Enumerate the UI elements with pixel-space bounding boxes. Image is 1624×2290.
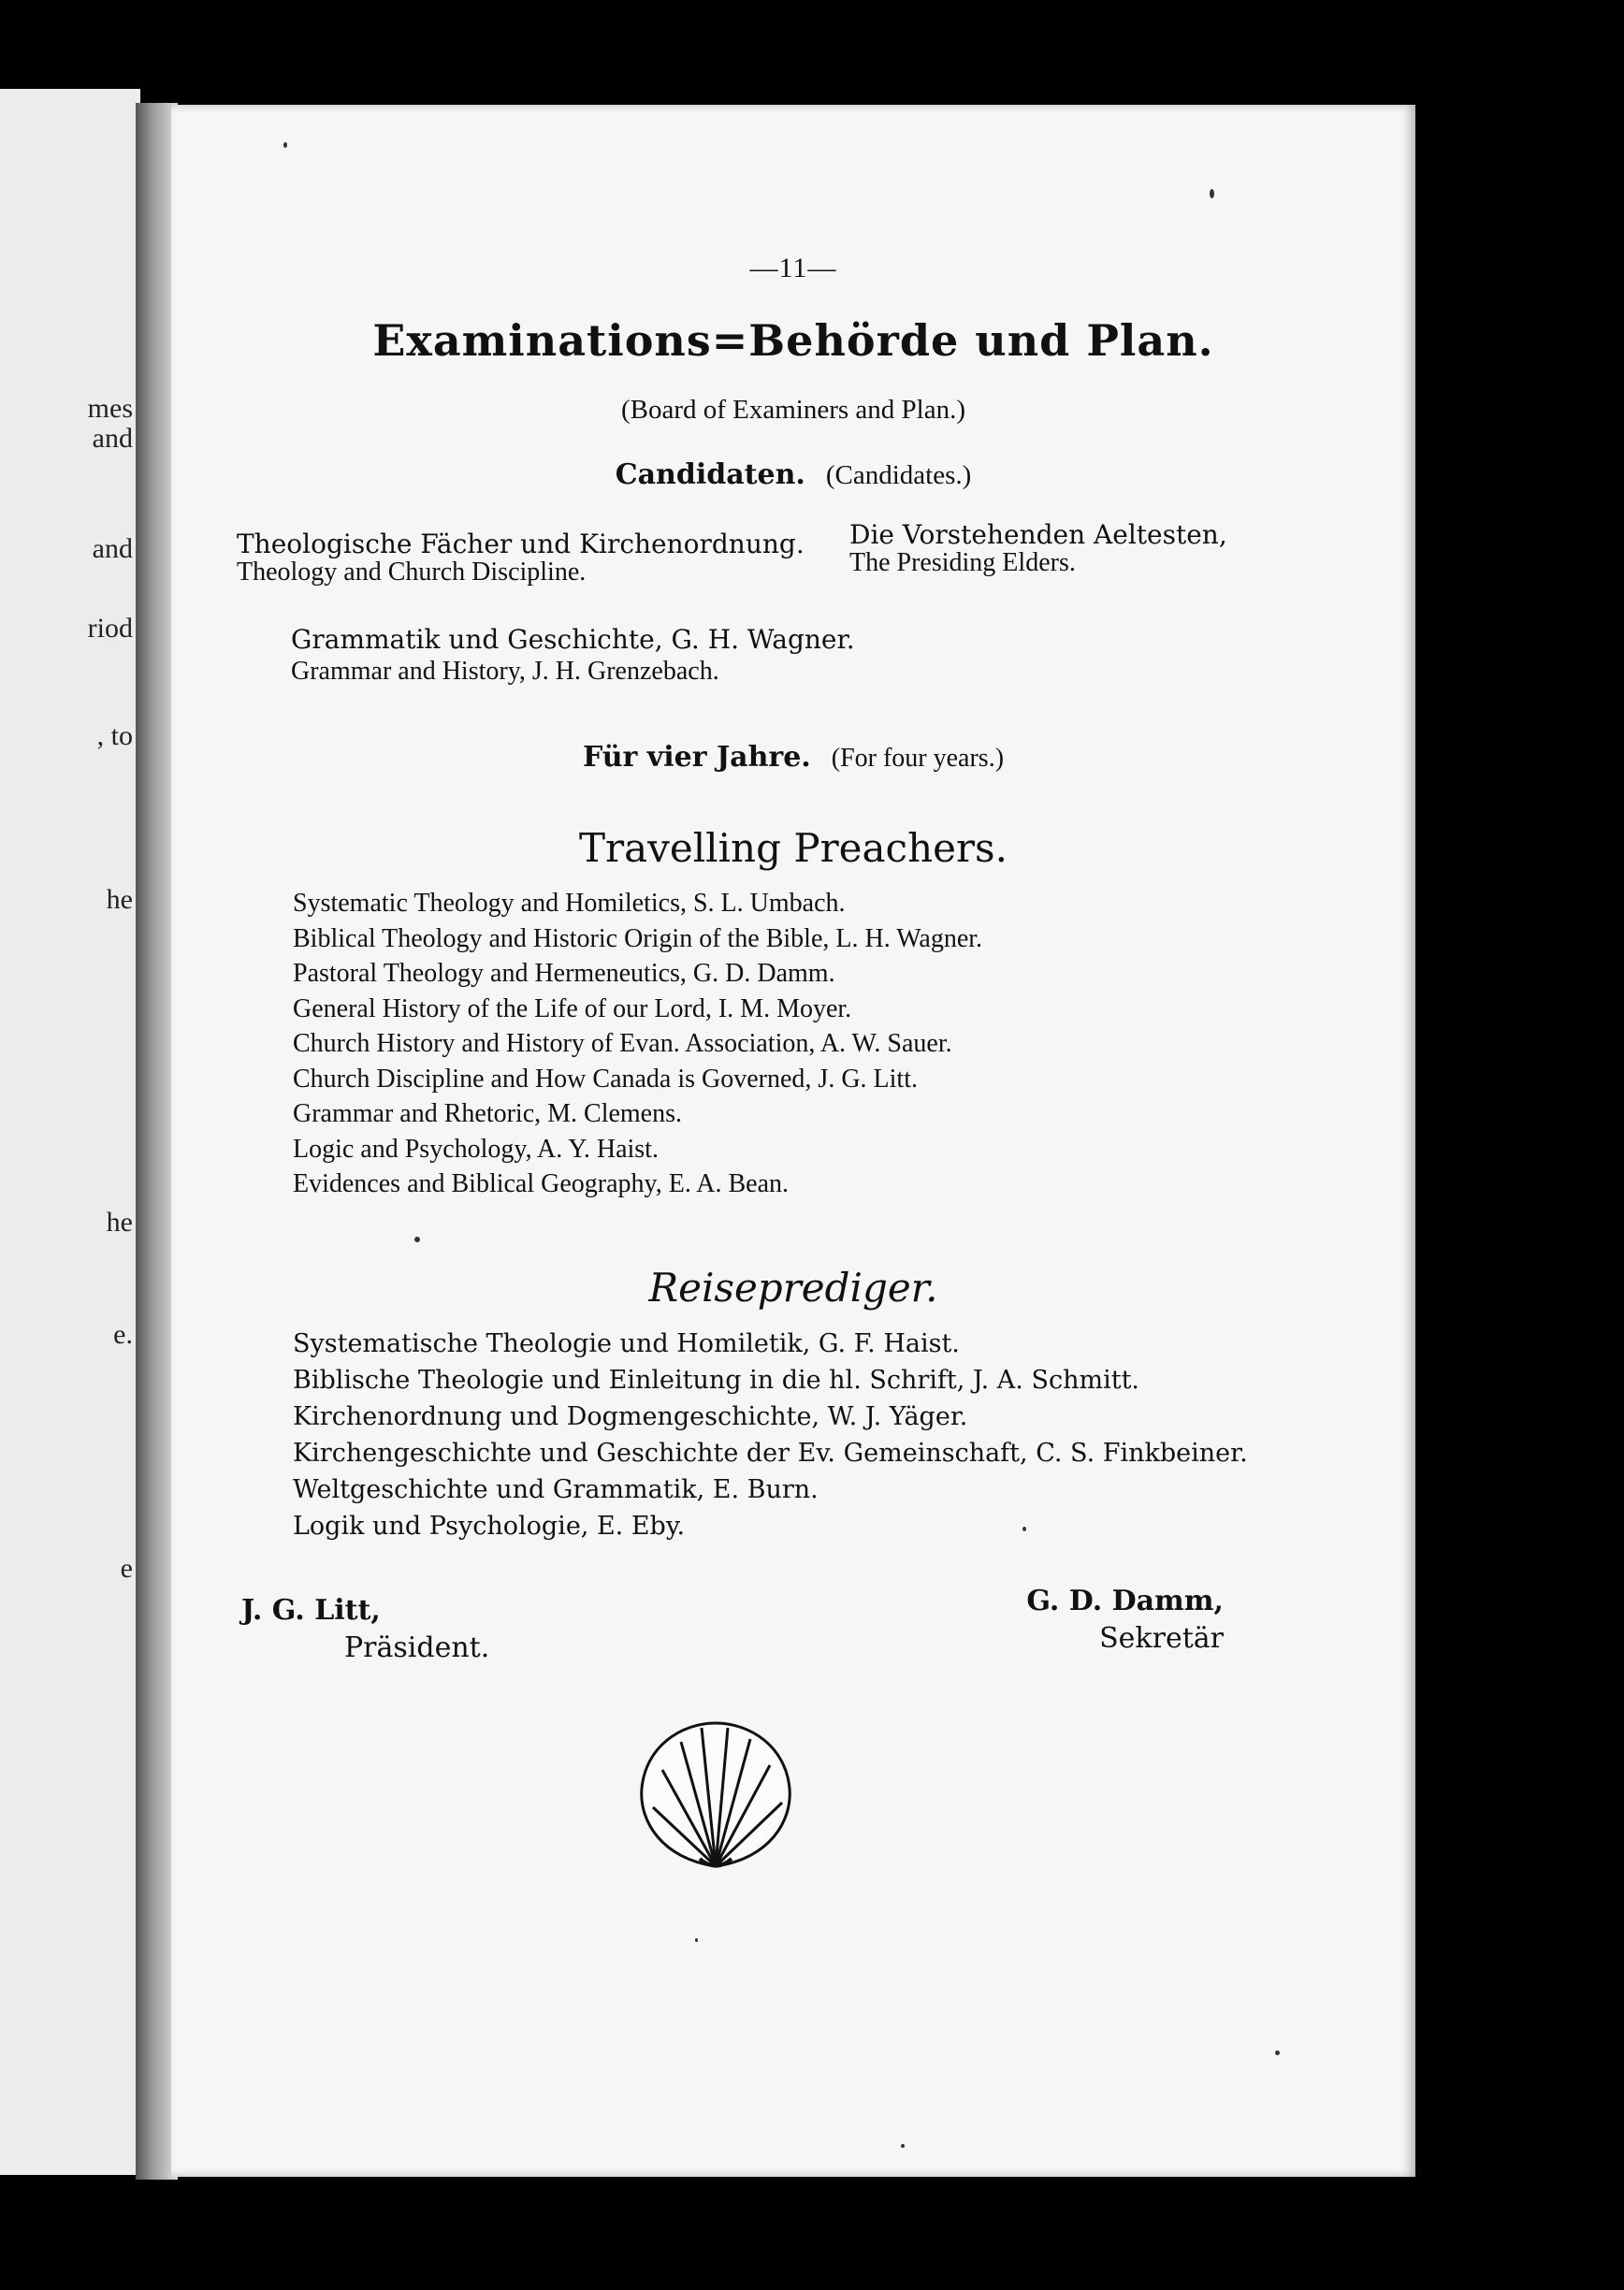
paper-speck xyxy=(283,142,287,148)
list-item: Biblical Theology and Historic Origin of the Bible, L. H. Wagner. xyxy=(293,923,983,953)
paper-speck xyxy=(1275,2051,1280,2055)
four-years-label-en: (For four years.) xyxy=(831,744,1005,773)
theology-line-de: Theologische Fächer und Kirchenordnung. xyxy=(237,529,805,559)
scallop-shell-icon xyxy=(634,1718,798,1873)
list-item: Logik und Psychologie, E. Eby. xyxy=(293,1512,686,1541)
left-page-fragment: mes xyxy=(87,393,133,424)
page-subtitle: (Board of Examiners and Plan.) xyxy=(620,395,966,425)
paper-speck xyxy=(1022,1527,1026,1531)
grammar-line-en: Grammar and History, J. H. Grenzebach. xyxy=(291,657,719,686)
four-years-label-de: Für vier Jahre. xyxy=(582,741,811,774)
list-item: Church History and History of Evan. Association, A. W. Sauer. xyxy=(293,1029,952,1058)
elders-line-de: Die Vorstehenden Aeltesten, xyxy=(849,519,1227,550)
left-page-fragment: e xyxy=(120,1553,133,1584)
list-item: Church Discipline and How Canada is Governed, J. G. Litt. xyxy=(293,1064,918,1094)
list-item: Systematische Theologie und Homiletik, G. F. Haist. xyxy=(293,1329,960,1358)
reiseprediger-heading: Reiseprediger. xyxy=(648,1265,938,1311)
four-years-heading xyxy=(171,741,1415,774)
list-item: Evidences and Biblical Geography, E. A. Bean. xyxy=(293,1169,790,1198)
travelling-preachers-list xyxy=(293,886,982,1202)
theology-column xyxy=(237,530,805,587)
candidates-label-de: Candidaten. xyxy=(615,458,805,491)
left-page-fragment: and xyxy=(92,533,133,564)
elders-column xyxy=(849,521,1227,577)
page-title: Examinations=Behörde und Plan. xyxy=(372,315,1214,366)
grammar-block xyxy=(291,624,855,688)
list-item: Grammar and Rhetoric, M. Clemens. xyxy=(293,1099,683,1128)
list-item: Weltgeschichte und Grammatik, E. Burn. xyxy=(293,1475,819,1504)
paper-speck xyxy=(901,2144,905,2148)
secretary-role: Sekretär xyxy=(1099,1622,1224,1655)
list-item: Biblische Theologie und Einleitung in die hl. Schrift, J. A. Schmitt. xyxy=(293,1366,1140,1395)
list-item: Kirchenordnung und Dogmengeschichte, W. J. Yäger. xyxy=(293,1402,968,1431)
list-item: General History of the Life of our Lord, I. M. Moyer. xyxy=(293,993,852,1023)
president-signature xyxy=(241,1592,489,1667)
list-item: Pastoral Theology and Hermeneutics, G. D. Damm. xyxy=(293,959,835,988)
left-page-fragment: riod xyxy=(87,613,133,644)
list-item: Systematic Theology and Homiletics, S. L. Umbach. xyxy=(293,889,846,918)
theology-line-en: Theology and Church Discipline. xyxy=(237,558,587,587)
document-page xyxy=(171,105,1415,2177)
president-role: Präsident. xyxy=(344,1631,490,1664)
paper-speck xyxy=(1210,189,1214,198)
left-page-fragment: , to xyxy=(96,720,133,751)
page-number: —11— xyxy=(749,253,837,283)
president-name: J. G. Litt, xyxy=(241,1594,381,1627)
list-item: Kirchengeschichte und Geschichte der Ev. Gemeinschaft, C. S. Finkbeiner. xyxy=(293,1439,1248,1468)
secretary-name: G. D. Damm, xyxy=(1026,1585,1224,1617)
left-page-fragment: and xyxy=(92,423,133,454)
left-page-fragment: e. xyxy=(113,1319,133,1350)
reiseprediger-list xyxy=(293,1326,1248,1544)
grammar-line-de: Grammatik und Geschichte, G. H. Wagner. xyxy=(291,624,855,655)
left-page-fragment: he xyxy=(106,884,133,915)
candidates-heading xyxy=(171,458,1415,491)
paper-speck xyxy=(695,1938,698,1942)
left-page-fragment: he xyxy=(106,1207,133,1238)
travelling-preachers-heading: Travelling Preachers. xyxy=(579,825,1008,871)
paper-speck xyxy=(414,1237,420,1242)
candidates-label-en: (Candidates.) xyxy=(825,460,972,490)
elders-line-en: The Presiding Elders. xyxy=(849,548,1076,577)
left-facing-page xyxy=(0,89,140,2175)
secretary-signature xyxy=(1026,1583,1224,1658)
list-item: Logic and Psychology, A. Y. Haist. xyxy=(293,1134,659,1164)
